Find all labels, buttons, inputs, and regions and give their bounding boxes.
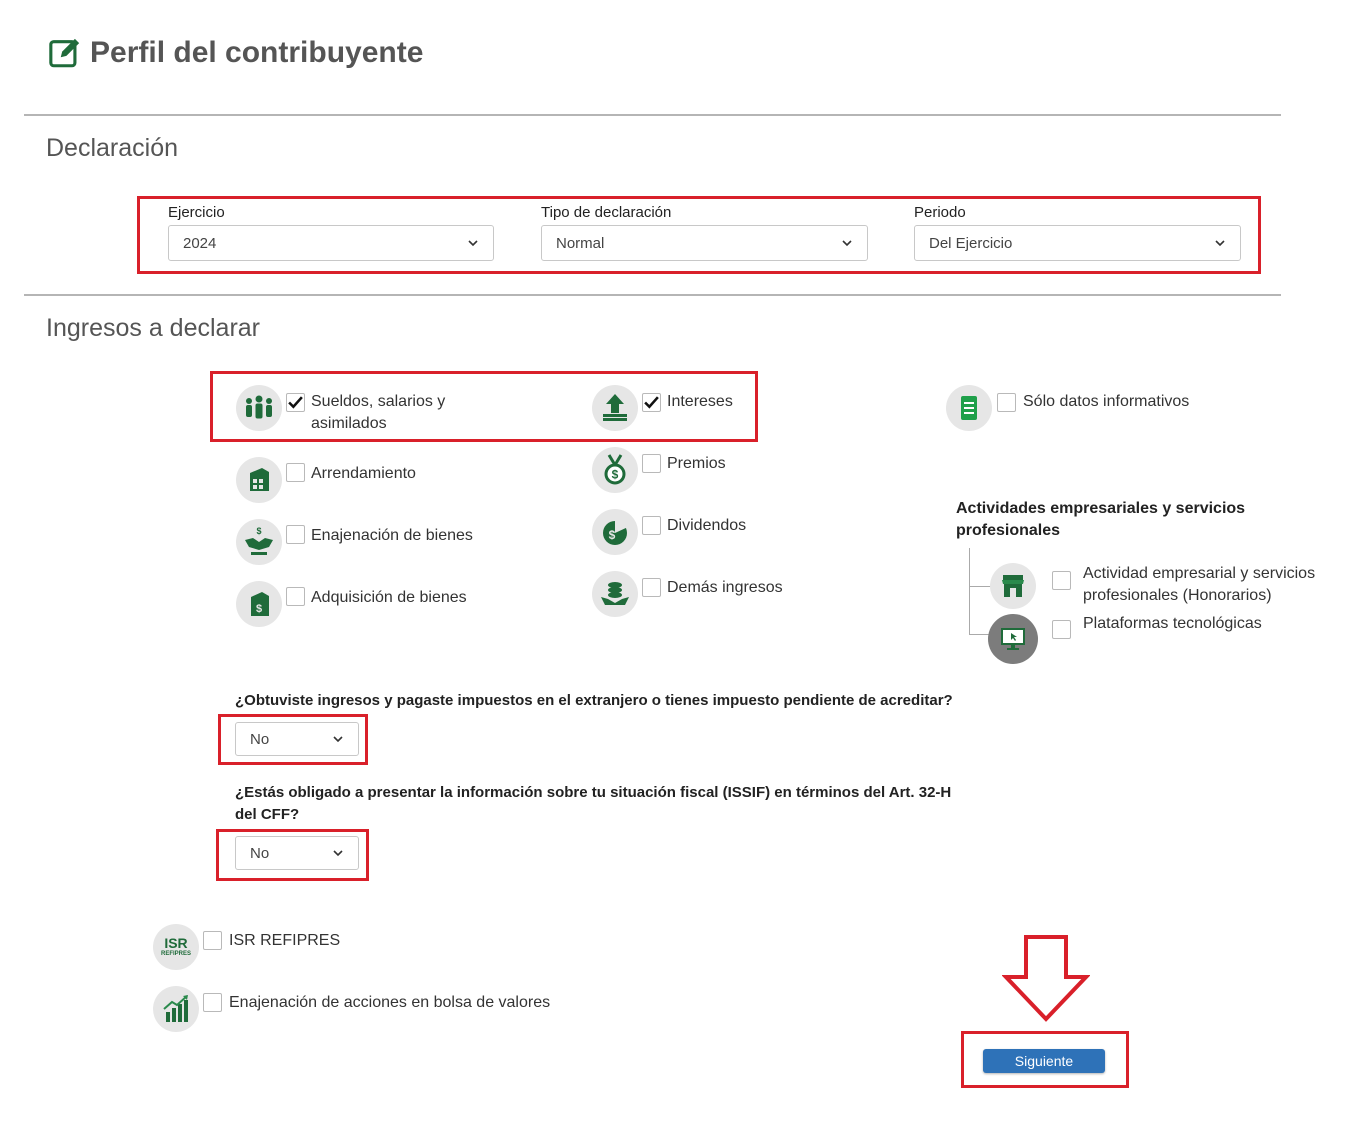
enajenacion-checkbox[interactable] [286, 525, 305, 544]
isr-refipres-label: ISR REFIPRES [229, 932, 341, 949]
pie-chart-icon [592, 509, 638, 555]
tree-line [969, 586, 991, 587]
sueldos-checkbox[interactable] [286, 393, 305, 412]
checkmark-icon [643, 394, 660, 411]
intereses-checkbox[interactable] [642, 393, 661, 412]
svg-text:$: $ [255, 603, 263, 615]
actividades-title [956, 498, 1245, 542]
plataformas-label: Plataformas tecnológicas [1083, 615, 1262, 632]
sueldos-label [311, 391, 445, 435]
page-title [48, 36, 423, 70]
demas-checkbox[interactable] [642, 578, 661, 597]
question-extranjero: ¿Obtuviste ingresos y pagaste impuestos en el extranjero o tienes impuesto pendiente de acreditar? [235, 692, 953, 709]
extranjero-select[interactable] [235, 722, 359, 756]
building-icon [236, 457, 282, 503]
enajenacion-label: Enajenación de bienes [311, 527, 473, 544]
chevron-down-icon [332, 733, 344, 745]
handshake-icon [236, 519, 282, 565]
intereses-label: Intereses [667, 393, 733, 410]
periodo-value: Del Ejercicio [929, 234, 1013, 252]
medal-icon [592, 447, 638, 493]
honorarios-label-line2: profesionales (Honorarios) [1083, 587, 1272, 604]
store-icon [990, 563, 1036, 609]
arrendamiento-checkbox[interactable] [286, 463, 305, 482]
premios-checkbox[interactable] [642, 454, 661, 473]
svg-text:$: $ [611, 467, 619, 482]
section-title-declaracion: Declaración [46, 134, 179, 162]
premios-label: Premios [667, 455, 726, 472]
stock-chart-icon [153, 986, 199, 1032]
issif-select[interactable] [235, 836, 359, 870]
isr-icon-text: ISR [164, 935, 188, 951]
arrendamiento-label: Arrendamiento [311, 465, 416, 482]
house-money-icon [236, 581, 282, 627]
svg-text:$: $ [608, 528, 616, 542]
acciones-checkbox[interactable] [203, 993, 222, 1012]
ejercicio-select[interactable] [168, 225, 494, 261]
solo-datos-label: Sólo datos informativos [1023, 393, 1190, 410]
divider [24, 294, 1281, 296]
checkmark-icon [287, 394, 304, 411]
actividades-title-line2: profesionales [956, 522, 1061, 539]
monitor-icon [988, 614, 1038, 664]
tipo-value: Normal [556, 234, 605, 252]
question-issif-line1: ¿Estás obligado a presentar la información sobre tu situación fiscal (ISSIF) en términos del Art. 32-H [235, 784, 952, 801]
siguiente-button[interactable]: Siguiente [983, 1049, 1105, 1073]
periodo-label: Periodo [914, 204, 966, 221]
question-issif-line2: del CFF? [235, 806, 300, 823]
interest-icon [592, 385, 638, 431]
document-icon [946, 385, 992, 431]
adquisicion-label: Adquisición de bienes [311, 589, 467, 606]
solo-datos-checkbox[interactable] [997, 393, 1016, 412]
honorarios-label-line1: Actividad empresarial y servicios [1083, 565, 1316, 582]
plataformas-checkbox[interactable] [1052, 620, 1071, 639]
demas-label: Demás ingresos [667, 579, 783, 596]
ejercicio-value: 2024 [183, 234, 217, 252]
tipo-select[interactable] [541, 225, 868, 261]
issif-value: No [250, 844, 270, 862]
svg-text:$: $ [256, 526, 262, 536]
page-title-text: Perfil del contribuyente [90, 36, 424, 69]
sueldos-label-line1: Sueldos, salarios y [311, 393, 446, 410]
question-issif [235, 782, 951, 826]
chevron-down-icon [1214, 237, 1226, 249]
isr-refipres-icon [153, 924, 199, 970]
dividendos-checkbox[interactable] [642, 516, 661, 535]
employees-icon [236, 385, 282, 431]
chevron-down-icon [332, 847, 344, 859]
honorarios-label [1083, 563, 1315, 607]
chevron-down-icon [841, 237, 853, 249]
dividendos-label: Dividendos [667, 517, 747, 534]
isr-refipres-checkbox[interactable] [203, 931, 222, 950]
chevron-down-icon [467, 237, 479, 249]
tipo-label: Tipo de declaración [541, 204, 672, 221]
acciones-label: Enajenación de acciones en bolsa de valores [229, 994, 551, 1011]
honorarios-checkbox[interactable] [1052, 571, 1071, 590]
sueldos-label-line2: asimilados [311, 415, 387, 432]
actividades-title-line1: Actividades empresariales y servicios [956, 500, 1246, 517]
divider [24, 114, 1281, 116]
arrow-down-icon [1002, 935, 1090, 1023]
tree-line [969, 548, 970, 634]
isr-icon-subtext: REFIPRES [160, 951, 191, 957]
adquisicion-checkbox[interactable] [286, 587, 305, 606]
coins-hand-icon [592, 571, 638, 617]
edit-icon [48, 36, 82, 70]
ejercicio-label: Ejercicio [168, 204, 225, 221]
extranjero-value: No [250, 730, 270, 748]
periodo-select[interactable] [914, 225, 1241, 261]
section-title-ingresos: Ingresos a declarar [46, 314, 261, 342]
